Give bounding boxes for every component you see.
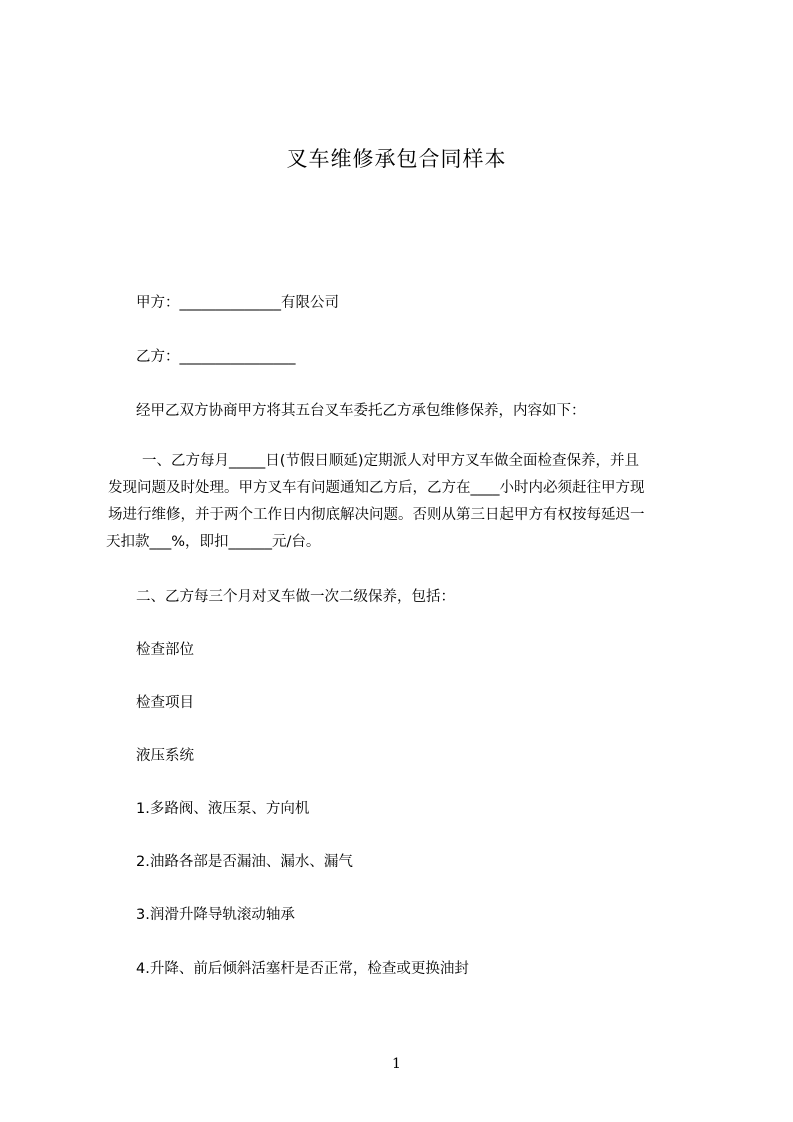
check-part-heading: 检查部位	[136, 642, 194, 658]
check-item-heading: 检查项目	[136, 695, 194, 711]
clause-2-paragraph: 二、乙方每三个月对叉车做一次二级保养，包括：	[136, 589, 455, 605]
clause-1-line-1: 一、乙方每月_____日(节假日顺延)定期派人对甲方叉车做全面检查保养，并且	[142, 453, 640, 469]
list-item: 3.润滑升降导轨滚动轴承	[136, 907, 295, 923]
list-item: 1.多路阀、液压泵、方向机	[136, 801, 310, 817]
intro-paragraph: 经甲乙双方协商甲方将其五台叉车委托乙方承包维修保养，内容如下：	[136, 403, 586, 419]
list-item: 2.油路各部是否漏油、漏水、漏气	[136, 854, 353, 870]
hydraulic-system-heading: 液压系统	[136, 748, 194, 764]
clause-1-paragraph	[106, 448, 706, 556]
list-item: 4.升降、前后倾斜活塞杆是否正常，检查或更换油封	[136, 961, 469, 977]
clause-1-line-3: 场进行维修，并于两个工作日内彻底解决问题。否则从第三日起甲方有权按每延迟一	[108, 507, 645, 523]
clause-1-line-4: 天扣款___%，即扣______元/台。	[106, 534, 321, 550]
clause-1-line-2: 发现问题及时处理。甲方叉车有问题通知乙方后，乙方在____小时内必须赶往甲方现	[108, 480, 645, 496]
document-title: 叉车维修承包合同样本	[286, 147, 507, 171]
party-a-line: 甲方：______________有限公司	[136, 295, 339, 311]
party-b-line: 乙方：________________	[136, 349, 296, 365]
page-number: 1	[392, 1056, 401, 1072]
